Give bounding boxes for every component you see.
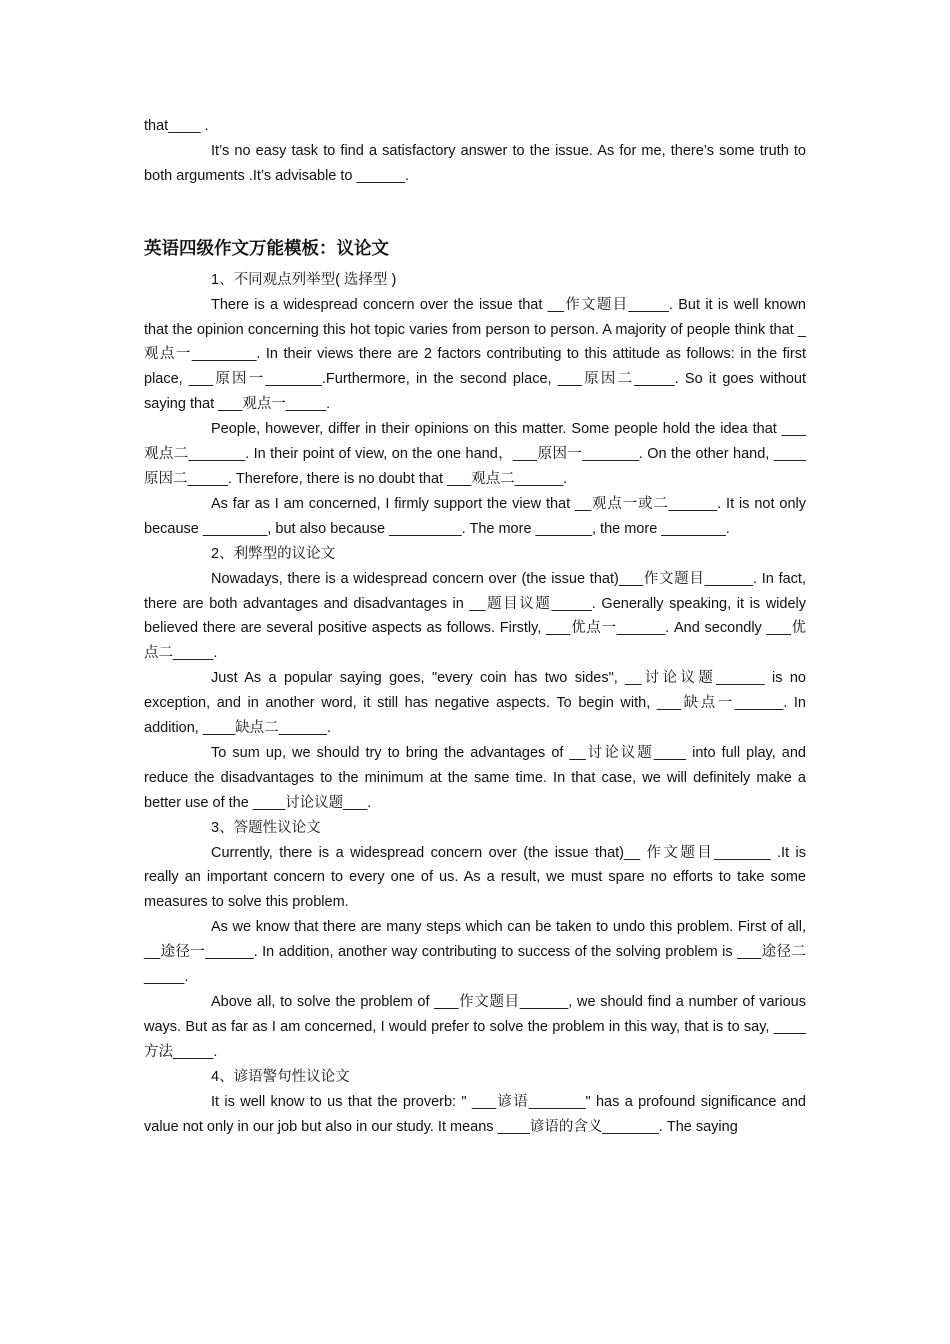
paragraph: To sum up, we should try to bring the advantages of __讨论议题____ into full play, and reduce the disadvantages to the minimum at the same time. In that case, we will definitely make a better use of the ____讨论议题___.: [144, 744, 806, 811]
section-4: [144, 1065, 806, 1140]
spacer: [144, 189, 806, 236]
paragraph: As we know that there are many steps which can be taken to undo this problem. First of all, __途径一______. In addition, another way contributing to success of the solving problem is ___途径二_____.: [144, 919, 806, 986]
paragraph: Nowadays, there is a widespread concern over (the issue that)___作文题目______. In fact, there are both advantages and disadvantages in __题目议题_____. Generally speaking, it is widely believed there are several positive aspects as follows. Firstly, ___优点一______. And secondly ___优点二_____.: [144, 570, 806, 662]
paragraph: Currently, there is a widespread concern over (the issue that)__ 作文题目_______ .It is really an important concern to every one of us. As a result, we must spare no efforts to take some measures to solve this problem.: [144, 844, 806, 911]
section-heading: 1、不同观点列举型( 选择型 ): [211, 271, 397, 288]
paragraph: As far as I am concerned, I firmly support the view that __观点一或二______. It is not only because ________, but also because _________. The more _______, the more ________.: [144, 495, 806, 537]
section-heading: 2、利弊型的议论文: [211, 545, 336, 562]
section-1: [144, 268, 806, 542]
section-2: [144, 542, 806, 816]
document-title: 英语四级作文万能模板：议论文: [144, 238, 389, 259]
section-heading: 3、答题性议论文: [211, 819, 321, 836]
top-paragraph: It’s no easy task to find a satisfactory answer to the issue. As for me, there’s some truth to both arguments .It’s advisable to ______.: [144, 142, 806, 184]
paragraph: It is well know to us that the proverb: " ___谚语_______" has a profound significance and value not only in our job but also in our study. It means ____谚语的含义_______. The saying: [144, 1093, 806, 1135]
section-3: [144, 816, 806, 1065]
paragraph: Above all, to solve the problem of ___作文题目______, we should find a number of various ways. But as far as I am concerned, I would prefer to solve the problem in this way, that is to say, ____方法_____.: [144, 994, 806, 1060]
document-page: [144, 114, 806, 1139]
paragraph: People, however, differ in their opinions on this matter. Some people hold the idea that ___观点二_______. In their point of view, on the one hand，___原因一_______. On the other hand, ____原因二_____. Therefore, there is no doubt that ___观点二______.: [144, 421, 806, 487]
paragraph: Just As a popular saying goes, "every coin has two sides", __讨论议题______ is no exception, and in another word, it still has negative aspects. To begin with, ___缺点一______. In addition, ____缺点二______.: [144, 670, 806, 737]
section-heading: 4、谚语警句性议论文: [211, 1068, 350, 1085]
paragraph: There is a widespread concern over the issue that __作文题目_____. But it is well known that the opinion concerning this hot topic varies from person to person. A majority of people think that _ 观点一________. In their views there are 2 factors contributing to this attitude as follows: in the first place, ___原因一_______.Furthermore, in the second place, ___原因二_____. So it goes without saying that ___观点一_____.: [144, 296, 806, 413]
top-line-1: that____ .: [144, 118, 209, 134]
